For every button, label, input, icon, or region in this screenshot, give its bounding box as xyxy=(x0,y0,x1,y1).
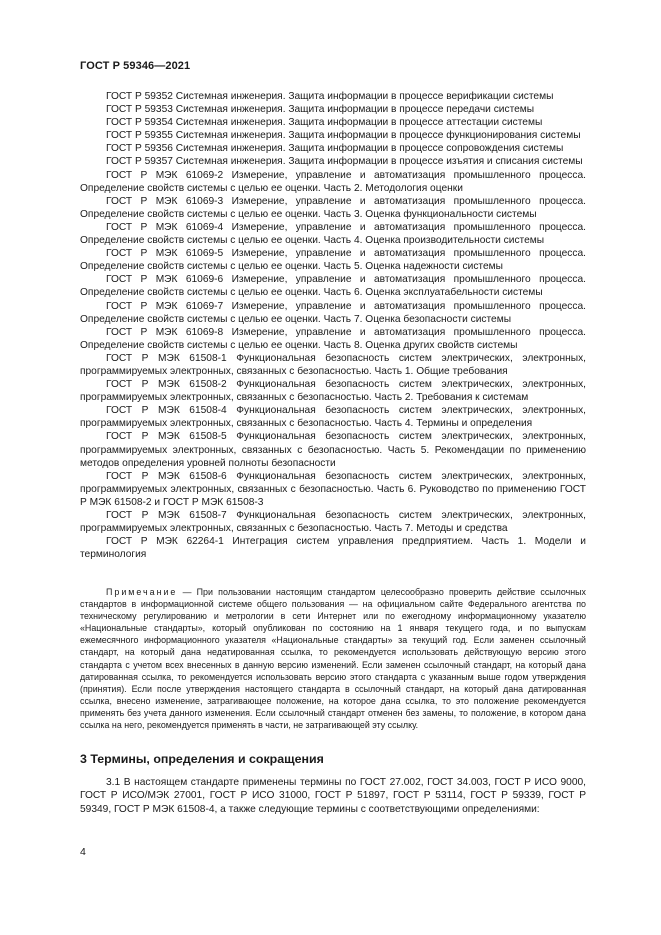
reference-item: ГОСТ Р 59352 Системная инженерия. Защита информации в процессе верификации системы xyxy=(106,91,554,102)
reference-item: ГОСТ Р МЭК 61069-4 Измерение, управление и автоматизация промышленного процесса. Определение свойств системы с целью ее оценки. Часть 4. Оценка производительности системы xyxy=(80,221,586,247)
note-text: — При пользовании настоящим стандартом целесообразно проверить действие ссылочных стандартов в информационной системе общего пользования — на официальном сайте Федерального агентства по техническому регулированию и метрологии в сети Интернет или по ежегодному информационному указателю «Национальные стандарты», который опубликован по состоянию на 1 января текущего года, и по выпускам ежемесячного информационного указателя «Национальные стандарты» за текущий год. Если заменен ссылочный стандарт, на который дана недатированная ссылка, то рекомендуется использовать действующую версию этого стандарта с учетом всех внесенных в данную версию изменений. Если заменен ссылочный стандарт, на который дана датированная ссылка, то рекомендуется использовать версию этого стандарта с указанным выше годом утверждения (принятия). Если после утверждения настоящего стандарта в ссылочный стандарт, на который дана датированная ссылка, внесено изменение, затрагивающее положение, на которое дана ссылка, то это положение рекомендуется применять без учета данного изменения. Если ссылочный стандарт отменен без замены, то положение, в котором дана ссылка на него, рекомендуется применять в части, не затрагивающей эту ссылку. xyxy=(80,587,586,731)
reference-item: ГОСТ Р МЭК 61508-7 Функциональная безопасность систем электрических, электронных, программируемых электронных, связанных с безопасностью. Часть 7. Методы и средства xyxy=(80,510,586,535)
note-paragraph xyxy=(80,586,586,731)
reference-item: ГОСТ Р 59357 Системная инженерия. Защита информации в процессе изъятия и списания системы xyxy=(106,156,583,168)
reference-item: ГОСТ Р МЭК 61069-8 Измерение, управление и автоматизация промышленного процесса. Определение свойств системы с целью ее оценки. Часть 8. Оценка других свойств системы xyxy=(80,326,586,351)
reference-item: ГОСТ Р МЭК 61069-5 Измерение, управление и автоматизация промышленного процесса. Определение свойств системы с целью ее оценки. Часть 5. Оценка надежности системы xyxy=(80,248,586,273)
reference-item: ГОСТ Р МЭК 61508-6 Функциональная безопасность систем электрических, электронных, программируемых электронных, связанных с безопасностью. Часть 6. Руководство по применению ГОСТ Р МЭК 61508-2 и ГОСТ Р МЭК 61508-3 xyxy=(80,470,586,508)
reference-item: ГОСТ Р 59354 Системная инженерия. Защита информации в процессе аттестации системы xyxy=(106,117,543,129)
document-header: ГОСТ Р 59346—2021 xyxy=(80,60,191,72)
section-title: 3 Термины, определения и сокращения xyxy=(80,752,324,766)
reference-item: ГОСТ Р 59353 Системная инженерия. Защита информации в процессе передачи системы xyxy=(106,104,535,116)
reference-item: ГОСТ Р МЭК 61508-1 Функциональная безопасность систем электрических, электронных, программируемых электронных, связанных с безопасностью. Часть 1. Общие требования xyxy=(80,352,586,377)
reference-item: ГОСТ Р МЭК 61069-2 Измерение, управление и автоматизация промышленного процесса. Определение свойств системы с целью ее оценки. Часть 2. Методология оценки xyxy=(80,169,586,194)
page-number: 4 xyxy=(80,846,86,858)
note-label: Примечание xyxy=(106,587,178,597)
reference-item: ГОСТ Р 59355 Системная инженерия. Защита информации в процессе функционирования системы xyxy=(106,130,581,142)
reference-item: ГОСТ Р МЭК 61508-4 Функциональная безопасность систем электрических, электронных, программируемых электронных, связанных с безопасностью. Часть 4. Термины и определения xyxy=(80,405,586,430)
reference-item: ГОСТ Р МЭК 61508-2 Функциональная безопасность систем электрических, электронных, программируемых электронных, связанных с безопасностью. Часть 2. Требования к системам xyxy=(80,379,586,404)
reference-item: ГОСТ Р 59356 Системная инженерия. Защита информации в процессе сопровождения системы xyxy=(106,143,564,155)
reference-item: ГОСТ Р МЭК 62264-1 Интеграция систем управления предприятием. Часть 1. Модели и терминология xyxy=(80,536,586,561)
reference-item: ГОСТ Р МЭК 61069-7 Измерение, управление и автоматизация промышленного процесса. Определение свойств системы с целью ее оценки. Часть 7. Оценка безопасности системы xyxy=(80,300,586,325)
reference-item: ГОСТ Р МЭК 61069-6 Измерение, управление и автоматизация промышленного процесса. Определение свойств системы с целью ее оценки. Часть 6. Оценка эксплуатабельности системы xyxy=(80,274,586,299)
reference-item: ГОСТ Р МЭК 61069-3 Измерение, управление и автоматизация промышленного процесса. Определение свойств системы с целью ее оценки. Часть 3. Оценка функциональности системы xyxy=(80,195,586,220)
normative-references-list xyxy=(80,90,586,561)
reference-item: ГОСТ Р МЭК 61508-5 Функциональная безопасность систем электрических, электронных, программируемых электронных, связанных с безопасностью. Часть 5. Рекомендации по применению методов определения уровней полноты безопасности xyxy=(80,431,586,469)
section-paragraph: 3.1 В настоящем стандарте применены термины по ГОСТ 27.002, ГОСТ 34.003, ГОСТ Р ИСО 9000, ГОСТ Р ИСО/МЭК 27001, ГОСТ Р ИСО 31000, ГОСТ Р 51897, ГОСТ Р 53114, ГОСТ Р 59339, ГОСТ Р 59349, ГОСТ Р МЭК 61508-4, а также следующие термины с соответствующими определениями: xyxy=(80,777,586,815)
